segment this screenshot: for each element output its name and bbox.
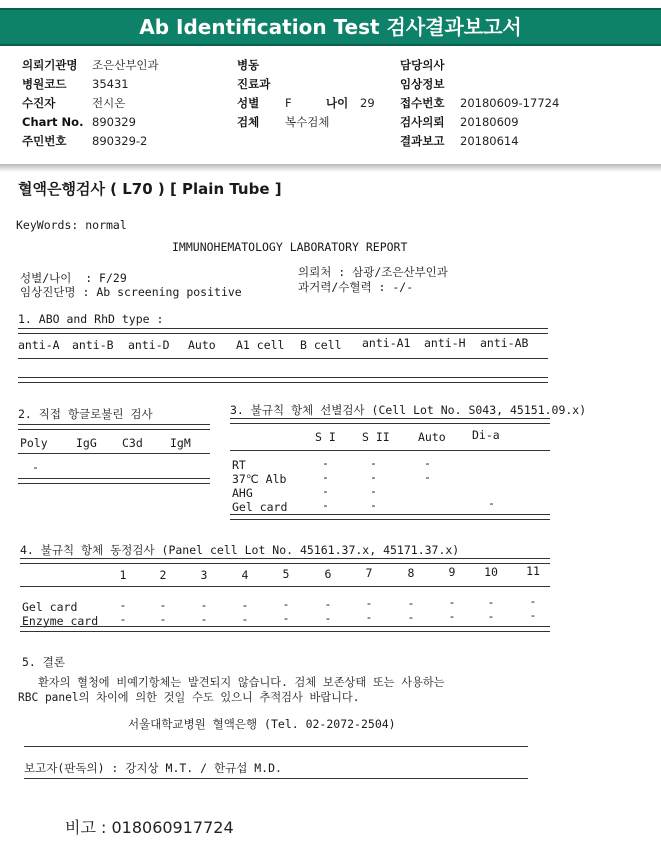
dat-section-title: 2. 직접 항글로불린 검사 — [18, 407, 153, 421]
panel-row-label: Enzyme card — [22, 614, 99, 628]
abo-col-header: Auto — [188, 338, 216, 352]
double-rule — [20, 626, 550, 632]
abo-col-header: anti-AB — [480, 336, 529, 350]
panel-cell: - — [448, 609, 456, 623]
info-row: 주민번호 890329-2 — [22, 134, 148, 148]
abo-col-header: anti-A1 — [362, 336, 411, 350]
panel-col-header: 11 — [526, 564, 540, 578]
panel-col-header: 4 — [241, 568, 249, 582]
panel-col-header: 3 — [200, 568, 208, 582]
double-rule — [20, 558, 550, 564]
info-row: 수진자 전시온 — [22, 96, 126, 110]
single-rule — [24, 778, 528, 779]
transfusion-history: 과거력/수혈력 : -/- — [298, 280, 414, 294]
screen-cell: - — [322, 456, 329, 470]
footer-note: 비고 : 018060917724 — [65, 818, 234, 837]
screen-cell: - — [370, 498, 377, 512]
info-row: Chart No. 890329 — [22, 115, 136, 129]
panel-cell: - — [241, 598, 249, 612]
info-row: 성별 F — [237, 96, 292, 110]
panel-col-header: 7 — [365, 566, 373, 580]
conclusion-line: RBC panel의 차이에 의한 것일 수도 있으니 추적검사 바랍니다. — [18, 691, 360, 704]
dat-col-header: C3d — [122, 436, 143, 450]
screen-col-header: Auto — [418, 430, 446, 444]
screen-col-header: S II — [362, 430, 390, 444]
panel-cell: - — [324, 611, 332, 625]
info-row: 병원코드 35431 — [22, 77, 129, 91]
panel-col-header: 9 — [448, 565, 456, 579]
info-row: 담당의사 — [400, 58, 445, 72]
screen-row-label: RT — [232, 458, 246, 472]
report-title: Ab Identification Test 검사결과보고서 — [139, 15, 522, 39]
abo-col-header: anti-B — [72, 338, 114, 352]
lab-title: IMMUNOHEMATOLOGY LABORATORY REPORT — [172, 240, 408, 254]
scanned-report — [10, 170, 650, 845]
screen-col-header: Di-a — [472, 428, 500, 442]
single-rule — [20, 586, 550, 587]
double-rule — [18, 328, 548, 334]
screen-row-label: 37℃ Alb — [232, 472, 287, 486]
dat-col-header: Poly — [20, 436, 48, 450]
sex-age: 성별/나이 : F/29 — [20, 271, 127, 285]
panel-cell: - — [282, 597, 290, 611]
section-title: 혈액은행검사 ( L70 ) [ Plain Tube ] — [18, 180, 282, 198]
info-column-3 — [400, 56, 559, 151]
double-rule — [18, 377, 548, 383]
requester: 의뢰처 : 삼광/조은산부인과 — [298, 265, 448, 279]
double-rule — [230, 418, 550, 424]
screen-cell: - — [322, 484, 329, 498]
screen-cell: - — [424, 456, 431, 470]
info-row: 검체 복수검체 — [237, 115, 330, 129]
panel-cell: - — [487, 595, 495, 609]
info-row: 검사의뢰 20180609 — [400, 115, 519, 129]
info-row: 의뢰기관명 조은산부인과 — [22, 58, 159, 72]
panel-cell: - — [241, 612, 249, 626]
panel-col-header: 10 — [484, 565, 498, 579]
panel-cell: - — [487, 609, 495, 623]
panel-cell: - — [282, 611, 290, 625]
screen-cell: - — [488, 496, 495, 510]
panel-col-header: 2 — [159, 568, 167, 582]
dat-value: - — [32, 460, 39, 474]
screen-cell: - — [322, 498, 329, 512]
screen-cell: - — [370, 484, 377, 498]
double-rule — [230, 514, 550, 520]
info-age: 나이 29 — [326, 96, 375, 110]
abo-col-header: B cell — [300, 338, 342, 352]
conclusion-title: 5. 결론 — [22, 655, 65, 669]
reporter-line: 보고자(판독의) : 강지상 M.T. / 한규섭 M.D. — [24, 761, 282, 775]
keywords: KeyWords: normal — [16, 218, 127, 232]
conclusion-line: 환자의 혈청에 비예기항체는 발견되지 않습니다. 검체 보존상태 또는 사용하는 — [38, 676, 445, 689]
panel-cell: - — [529, 608, 537, 622]
panel-cell: - — [529, 594, 537, 608]
abo-col-header: anti-D — [128, 338, 170, 352]
screen-row-label: Gel card — [232, 500, 288, 514]
double-rule — [18, 424, 210, 430]
abo-section-title: 1. ABO and RhD type : — [18, 312, 164, 326]
screen-cell: - — [424, 470, 431, 484]
panel-cell: - — [200, 612, 208, 626]
panel-cell: - — [448, 595, 456, 609]
dat-col-header: IgM — [170, 436, 191, 450]
panel-cell: - — [324, 597, 332, 611]
single-rule — [18, 358, 548, 359]
screen-section-title: 3. 불규칙 항체 선별검사 (Cell Lot No. S043, 45151.09.x) — [230, 403, 587, 417]
screen-col-header: S I — [315, 430, 336, 444]
panel-col-header: 8 — [407, 566, 415, 580]
panel-cell: - — [200, 598, 208, 612]
screen-cell: - — [370, 470, 377, 484]
clinical-diagnosis: 임상진단명 : Ab screening positive — [20, 285, 242, 299]
double-rule — [18, 478, 210, 484]
abo-col-header: anti-H — [424, 336, 466, 350]
panel-cell: - — [119, 612, 127, 626]
panel-cell: - — [365, 610, 373, 624]
single-rule — [230, 450, 550, 451]
panel-col-header: 6 — [324, 567, 332, 581]
abo-col-header: anti-A — [18, 338, 60, 352]
panel-section-title: 4. 불규칙 항체 동정검사 (Panel cell Lot No. 45161.37.x, 45171.37.x) — [20, 543, 460, 557]
dat-col-header: IgG — [76, 436, 97, 450]
panel-cell: - — [119, 598, 127, 612]
info-row: 진료과 — [237, 77, 271, 91]
panel-col-header: 1 — [119, 568, 127, 582]
screen-row-label: AHG — [232, 486, 253, 500]
hospital-line: 서울대학교병원 혈액은행 (Tel. 02-2072-2504) — [128, 717, 396, 731]
panel-cell: - — [365, 596, 373, 610]
screen-cell: - — [322, 470, 329, 484]
panel-col-header: 5 — [282, 567, 290, 581]
single-rule — [24, 746, 528, 747]
panel-cell: - — [159, 598, 167, 612]
panel-cell: - — [159, 612, 167, 626]
screen-cell: - — [370, 456, 377, 470]
panel-row-label: Gel card — [22, 600, 78, 614]
single-rule — [18, 453, 210, 454]
info-row: 접수번호 20180609-17724 — [400, 96, 560, 110]
info-column-1 — [22, 56, 159, 151]
info-row: 임상정보 — [400, 77, 445, 91]
panel-cell: - — [407, 596, 415, 610]
panel-cell: - — [407, 610, 415, 624]
info-row: 결과보고 20180614 — [400, 134, 519, 148]
abo-col-header: A1 cell — [236, 338, 285, 352]
info-row: 병동 — [237, 58, 260, 72]
report-header-bar — [0, 8, 661, 46]
